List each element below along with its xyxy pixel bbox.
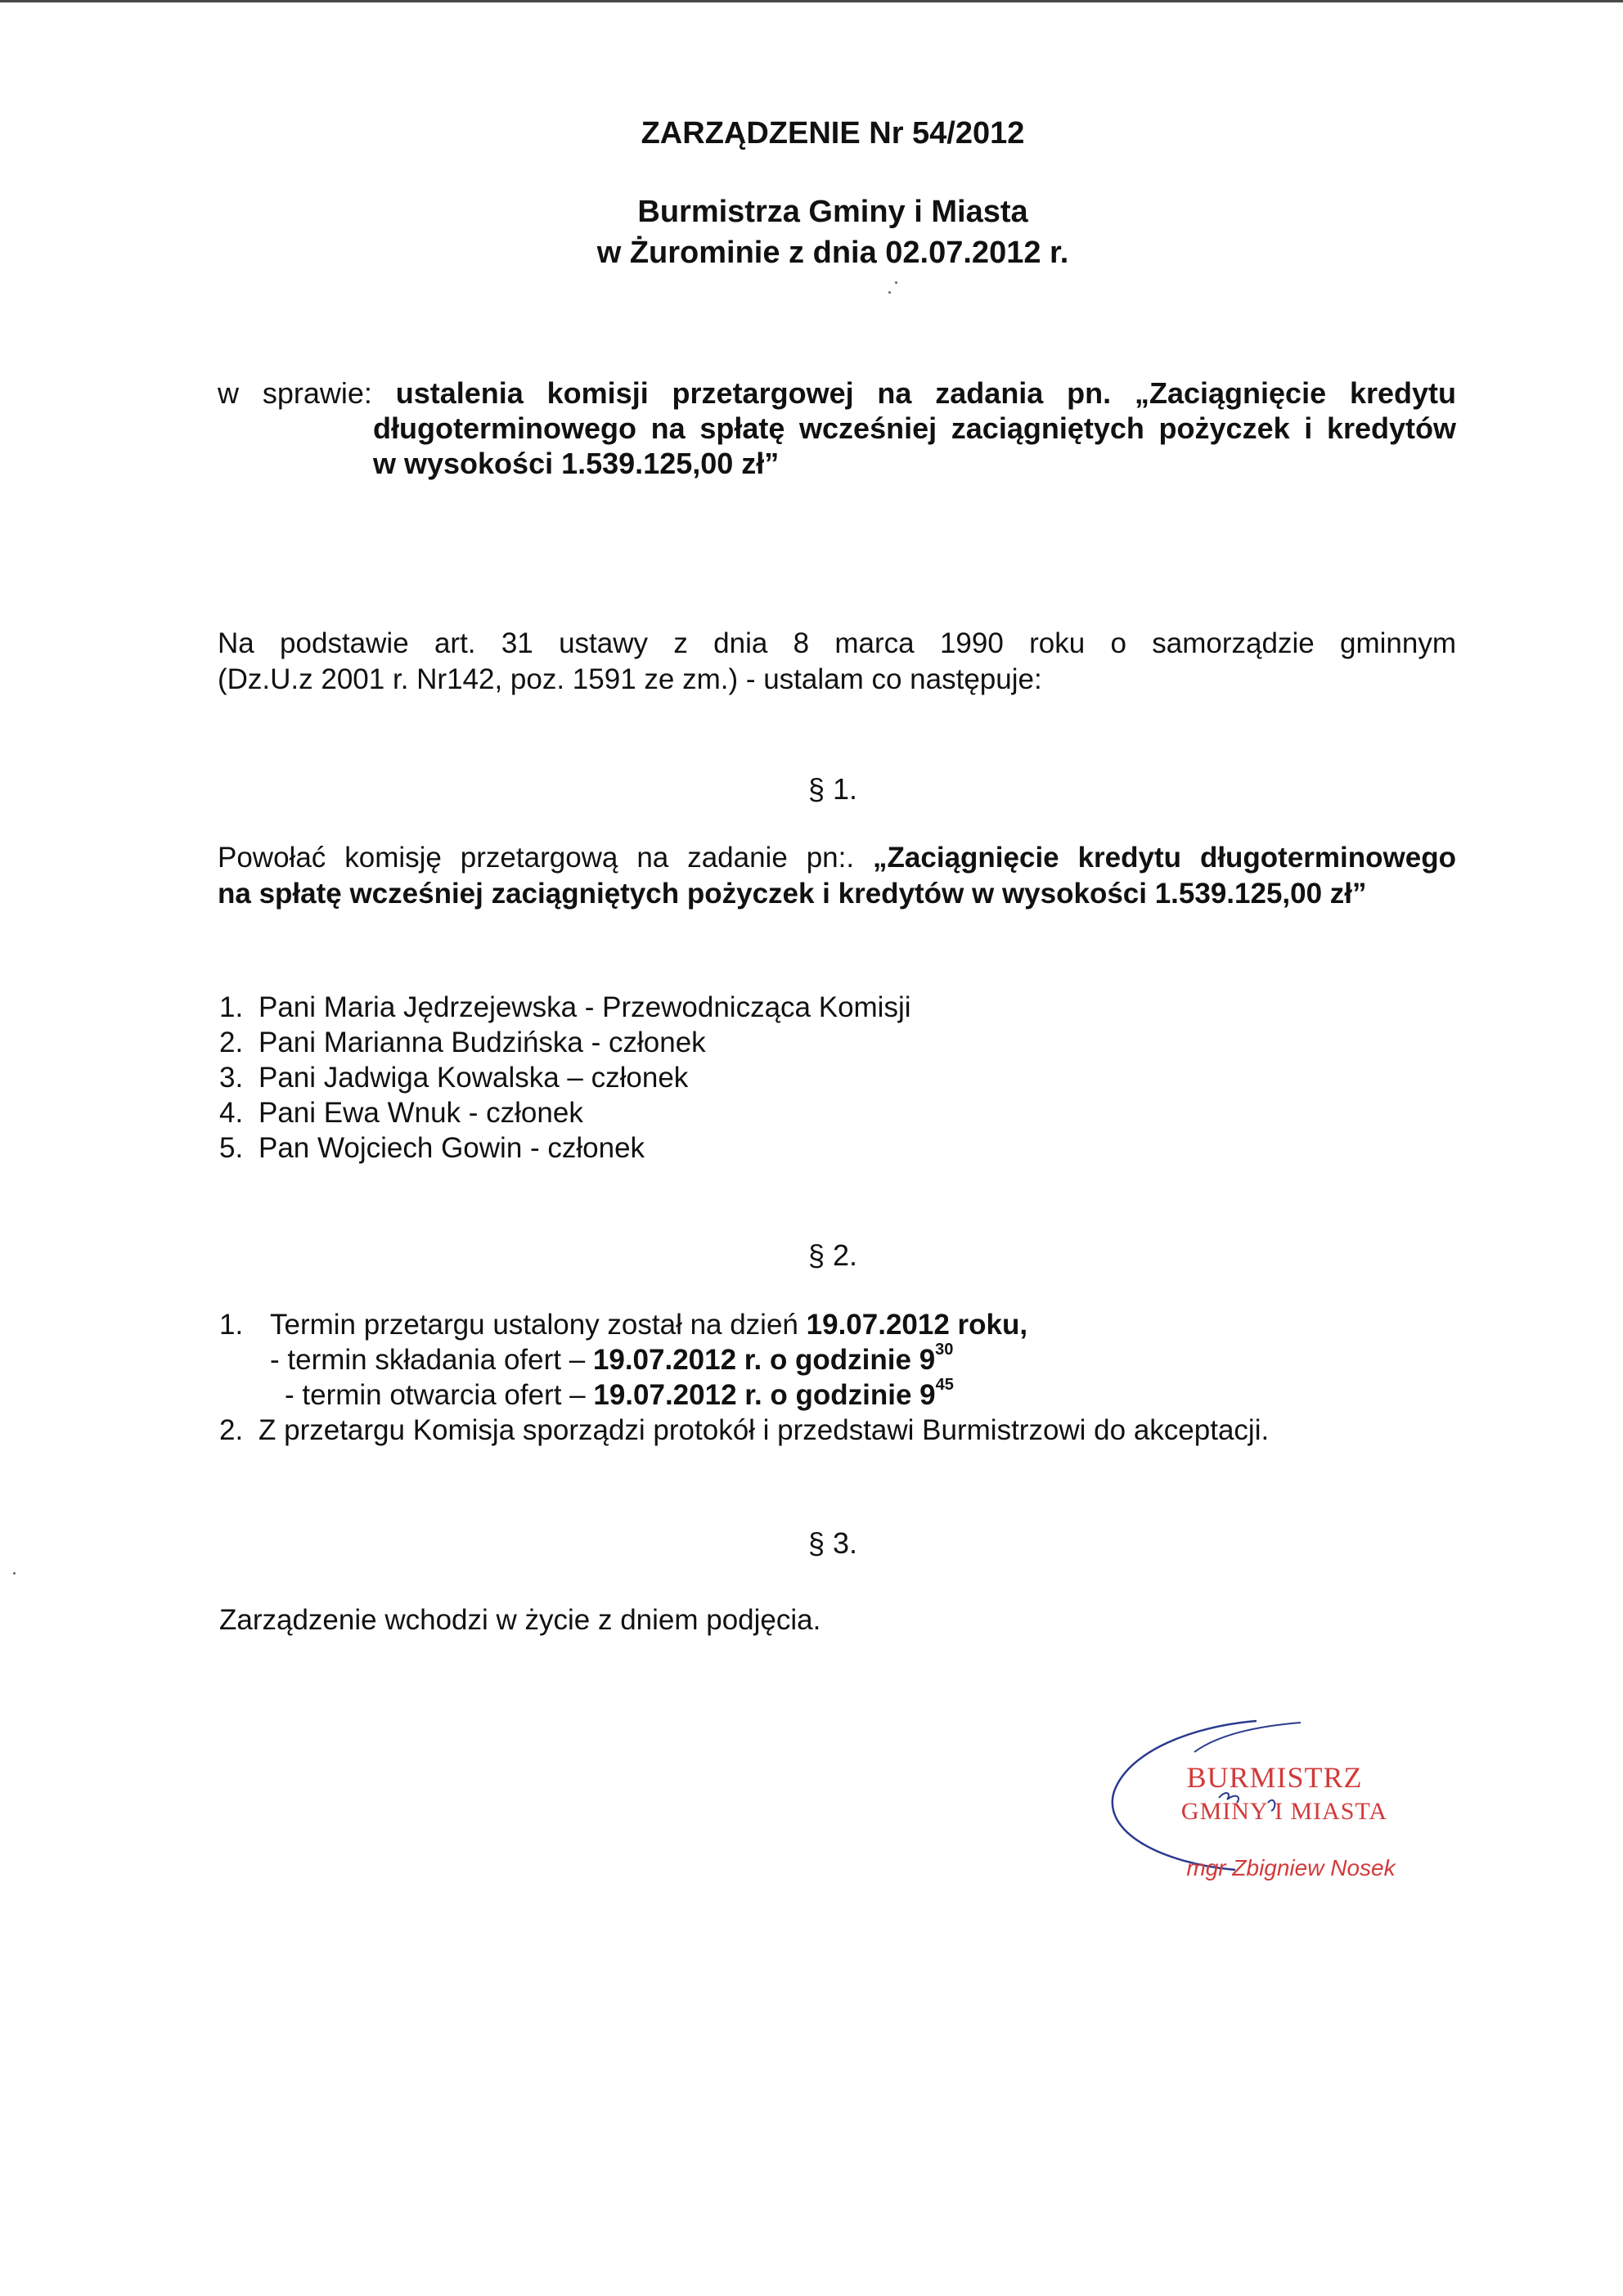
section-2-heading: § 2. [807, 1238, 858, 1272]
list-item [219, 1095, 911, 1130]
subject-line-1-text: ustalenia komisji przetargowej na zadania pn. „Zaciągnięcie kredytu [395, 376, 1456, 410]
terms-item-2-text: Z przetargu Komisja sporządzi protokół i przedstawi Burmistrzowi do akceptacji. [259, 1414, 1270, 1446]
terms-item-1-plain: Termin przetargu ustalony został na dzień [270, 1309, 798, 1341]
section-1-heading: § 1. [807, 772, 858, 806]
list-item-number: 1. [219, 1309, 244, 1341]
subject-line-2: długoterminowego na spłatę wcześniej zaciągniętych pożyczek i kredytów [373, 411, 1456, 445]
list-item-number: 2. [219, 1414, 244, 1446]
scan-speck [13, 1572, 16, 1575]
submission-plain: - termin składania ofert – [270, 1344, 586, 1376]
appointment-plain: Powołać komisję przetargową na zadanie pn:. [218, 842, 855, 874]
terms-item-1-bold: 19.07.2012 roku [806, 1309, 1020, 1341]
list-item [219, 1025, 911, 1060]
stamp-line-1: BURMISTRZ [1186, 1761, 1363, 1794]
section-3-heading: § 3. [807, 1526, 858, 1560]
opening-bold: 19.07.2012 r. o godzinie 9 [593, 1379, 936, 1411]
stamp-name: mgr Zbigniew Nosek [1186, 1855, 1396, 1880]
appointment-bold-2: na spłatę wcześniej zaciągniętych pożyczek i kredytów w wysokości 1.539.125,00 zł” [218, 878, 1367, 910]
terms-item-1-tail: , [1019, 1309, 1028, 1341]
tender-terms-list [219, 1307, 1269, 1448]
committee-members-list [219, 990, 911, 1166]
list-item-number: 3. [219, 1062, 244, 1094]
appointment-line-1 [218, 840, 1456, 876]
opening-plain: - termin otwarcia ofert – [285, 1379, 586, 1411]
scan-speck [888, 291, 891, 294]
scan-speck [895, 281, 897, 284]
list-item-text: Pani Ewa Wnuk - członek [259, 1097, 583, 1129]
subject-lead: w sprawie: [218, 376, 372, 410]
document-title: ZARZĄDZENIE Nr 54/2012 [641, 116, 1025, 151]
list-item [219, 1060, 911, 1095]
effective-clause: Zarządzenie wchodzi w życie z dniem podjęcia. [219, 1604, 821, 1636]
terms-item-1 [219, 1307, 1269, 1342]
list-item-text: Pani Jadwiga Kowalska – członek [259, 1062, 689, 1094]
list-item-number: 4. [219, 1097, 244, 1129]
issuer-line-2: w Żurominie z dnia 02.07.2012 r. [596, 236, 1069, 270]
list-item-number: 2. [219, 1027, 244, 1058]
subject-line-1 [218, 375, 1456, 411]
submission-bold: 19.07.2012 r. o godzinie 9 [592, 1344, 936, 1376]
terms-item-2 [219, 1413, 1269, 1448]
appointment-bold-1: „Zaciągnięcie kredytu długoterminowego [873, 842, 1456, 874]
appointment-line-2 [218, 876, 1456, 912]
list-item-text: Pani Maria Jędrzejewska - Przewodnicząca Komisji [259, 991, 911, 1023]
list-item-text: Pan Wojciech Gowin - członek [259, 1132, 645, 1164]
list-item-number: 1. [219, 991, 244, 1023]
mayor-stamp [1096, 1718, 1423, 1898]
legal-basis-line-1: Na podstawie art. 31 ustawy z dnia 8 marca 1990 roku o samorządzie gminnym [218, 627, 1456, 659]
terms-subitem-submission [219, 1342, 1269, 1377]
list-item [219, 990, 911, 1025]
list-item-text: Pani Marianna Budzińska - członek [259, 1027, 706, 1058]
scan-edge [0, 0, 1623, 2]
list-item [219, 1130, 911, 1166]
issuer-line-1: Burmistrza Gminy i Miasta [637, 195, 1028, 229]
list-item-number: 5. [219, 1132, 244, 1164]
legal-basis [218, 626, 1456, 698]
subject-line-3: w wysokości 1.539.125,00 zł” [373, 447, 780, 480]
appointment-paragraph [218, 840, 1456, 912]
opening-minutes: 45 [935, 1376, 954, 1394]
terms-subitem-opening [219, 1377, 1269, 1413]
legal-basis-line-2: (Dz.U.z 2001 r. Nr142, poz. 1591 ze zm.) - ustalam co następuje: [218, 663, 1042, 695]
submission-minutes: 30 [935, 1341, 954, 1359]
stamp-line-2: GMINY I MIASTA [1180, 1798, 1388, 1825]
